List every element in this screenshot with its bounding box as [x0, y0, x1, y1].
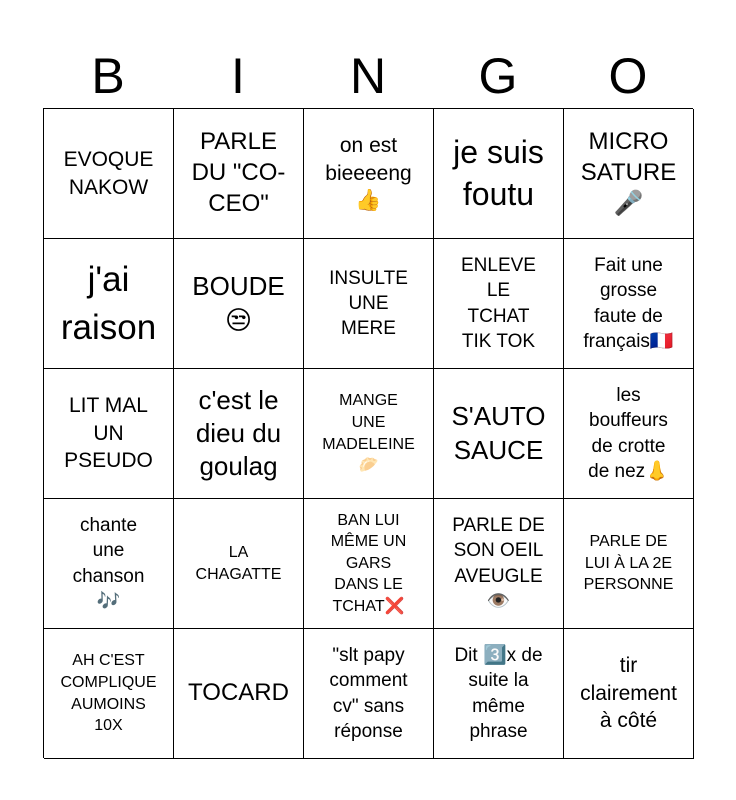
bingo-cell[interactable]	[44, 499, 174, 629]
bingo-cell[interactable]	[564, 109, 694, 239]
bingo-cell[interactable]	[564, 499, 694, 629]
bingo-cell[interactable]	[304, 109, 434, 239]
cell-text: j'ai raison	[60, 260, 157, 347]
cell-text: Dit 3️⃣x de suite la même phrase	[454, 644, 543, 742]
cell-text: LA CHAGATTE	[195, 543, 282, 583]
bingo-cell[interactable]	[434, 109, 564, 239]
bingo-cell[interactable]	[44, 239, 174, 369]
bingo-cell[interactable]	[304, 369, 434, 499]
bingo-grid	[43, 108, 693, 758]
cell-text: EVOQUE NAKOW	[63, 147, 154, 199]
bingo-cell[interactable]	[304, 499, 434, 629]
bingo-cell[interactable]	[174, 499, 304, 629]
bingo-cell[interactable]	[304, 629, 434, 759]
cell-text: MANGE UNE MADELEINE 🥟	[322, 392, 415, 475]
cell-text: PARLE DE SON OEIL AVEUGLE 👁️	[452, 514, 545, 612]
cell-text: INSULTE UNE MERE	[329, 267, 408, 340]
bingo-cell[interactable]	[564, 369, 694, 499]
cell-text: BAN LUI MÊME UN GARS DANS LE TCHAT❌	[330, 511, 407, 615]
bingo-header	[43, 44, 693, 108]
header-letter-i: I	[231, 48, 245, 104]
cell-text: on est bieeeeng 👍	[325, 133, 412, 213]
bingo-cell[interactable]	[434, 629, 564, 759]
cell-text: PARLE DU "CO- CEO"	[191, 128, 286, 217]
cell-text: AH C'EST COMPLIQUE AUMOINS 10X	[60, 652, 157, 735]
bingo-cell[interactable]	[44, 369, 174, 499]
bingo-cell[interactable]	[44, 629, 174, 759]
cell-text: MICRO SATURE 🎤	[580, 128, 677, 217]
header-letter-b: B	[91, 48, 125, 104]
cell-text: TOCARD	[188, 679, 289, 707]
cell-text: les bouffeurs de crotte de nez👃	[588, 384, 669, 482]
cell-text: ENLEVE LE TCHAT TIK TOK	[461, 254, 536, 352]
bingo-cell[interactable]	[434, 499, 564, 629]
bingo-cell[interactable]	[564, 629, 694, 759]
cell-text: S'AUTO SAUCE	[451, 401, 546, 465]
bingo-cell[interactable]	[44, 109, 174, 239]
cell-text: Fait une grosse faute de français🇫🇷	[583, 254, 674, 352]
bingo-cell[interactable]	[174, 369, 304, 499]
cell-text: je suis foutu	[453, 133, 544, 212]
bingo-cell[interactable]	[174, 629, 304, 759]
header-letter-o: O	[608, 48, 648, 104]
bingo-cell[interactable]	[174, 239, 304, 369]
cell-text: "slt papy comment cv" sans réponse	[329, 644, 408, 742]
bingo-cell[interactable]	[434, 239, 564, 369]
cell-text: chante une chanson 🎶	[72, 514, 145, 612]
cell-text: LIT MAL UN PSEUDO	[64, 393, 153, 473]
header-letter-g: G	[478, 48, 518, 104]
cell-text: tir clairement à côté	[580, 653, 677, 733]
cell-text: c'est le dieu du goulag	[195, 384, 282, 482]
bingo-cell[interactable]	[304, 239, 434, 369]
bingo-cell[interactable]	[564, 239, 694, 369]
header-letter-n: N	[349, 48, 387, 104]
cell-text: BOUDE 😒	[192, 271, 285, 335]
cell-text: PARLE DE LUI À LA 2E PERSONNE	[583, 533, 674, 594]
bingo-cell[interactable]	[174, 109, 304, 239]
bingo-cell[interactable]	[434, 369, 564, 499]
